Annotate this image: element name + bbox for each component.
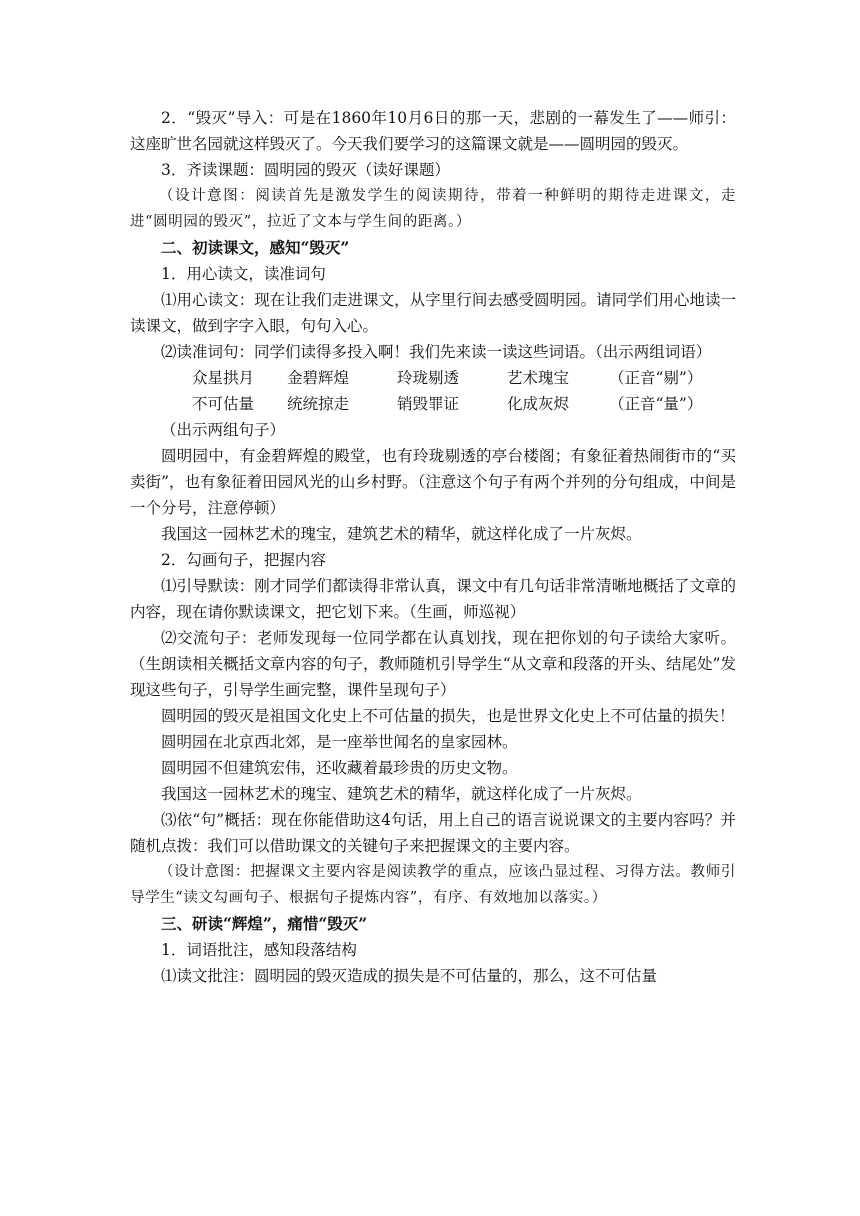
paragraph: 2．“毁灭”导入：可是在1860年10月6日的那一天，悲剧的一幕发生了——师引：这座旷世名园就这样毁灭了。今天我们要学习的这篇课文就是——圆明园的毁灭。 [130, 109, 736, 153]
word: 众星拱月 [192, 369, 255, 387]
paragraph: 1．用心读文，读准词句 [161, 265, 326, 283]
word-row [130, 391, 736, 417]
design-intent-note: （设计意图：阅读首先是激发学生的阅读期待，带着一种鲜明的期待走进课文，走进“圆明园的毁灭”，拉近了文本与学生间的距离。） [130, 188, 736, 230]
paragraph: ⑴引导默读：刚才同学们都读得非常认真，课文中有几句话非常清晰地概括了文章的内容，现在请你默读课文，把它划下来。（生画，师巡视） [130, 577, 736, 621]
word: 艺术瑰宝 [507, 369, 570, 387]
paragraph: ⑴读文批注：圆明园的毁灭造成的损失是不可估量的，那么，这不可估量 [161, 967, 658, 985]
paragraph: ⑴用心读文：现在让我们走进课文，从字里行间去感受圆明园。请同学们用心地读一读课文，做到字字入眼，句句入心。 [130, 291, 736, 335]
paragraph: 2．勾画句子，把握内容 [161, 551, 326, 569]
pronunciation-note: （正音“剔”） [609, 369, 703, 387]
section-heading: 三、研读“辉煌”，痛惜“毁灭” [161, 914, 368, 933]
word: 化成灰烬 [507, 395, 570, 413]
paragraph: 1．词语批注，感知段落结构 [161, 941, 357, 959]
word: 金碧辉煌 [287, 369, 350, 387]
word: 销毁罪证 [397, 395, 460, 413]
paragraph: 3．齐读课题：圆明园的毁灭（读好课题） [161, 161, 450, 179]
paragraph: ⑶依“句”概括：现在你能借助这4句话，用上自己的语言说说课文的主要内容吗？并随机点拨：我们可以借助课文的关键句子来把握课文的主要内容。 [130, 811, 736, 855]
paragraph: （出示两组句子） [161, 421, 286, 439]
word: 玲珑剔透 [397, 369, 460, 387]
key-sentence: 圆明园不但建筑宏伟，还收藏着最珍贵的历史文物。 [161, 759, 518, 777]
key-sentence: 圆明园的毁灭是祖国文化史上不可估量的损失，也是世界文化史上不可估量的损失！ [161, 707, 735, 725]
paragraph: ⑵交流句子：老师发现每一位同学都在认真划找，现在把你划的句子读给大家听。（生朗读相关概括文章内容的句子，教师随机引导学生“从文章和段落的开头、结尾处”发现这些句子，引导学生画完整，课件呈现句子） [130, 629, 736, 699]
pronunciation-note: （正音“量”） [609, 395, 703, 413]
word: 不可估量 [192, 395, 255, 413]
paragraph: ⑵读准词句：同学们读得多投入啊！我们先来读一读这些词语。（出示两组词语） [161, 343, 712, 361]
paragraph: 圆明园中，有金碧辉煌的殿堂，也有玲珑剔透的亭台楼阁；有象征着热闹街市的“买卖街”，也有象征着田园风光的山乡村野。（注意这个句子有两个并列的分句组成，中间是一个分号，注意停顿） [130, 447, 736, 517]
design-intent-note: （设计意图：把握课文主要内容是阅读教学的重点，应该凸显过程、习得方法。教师引导学生“读文勾画句子、根据句子提炼内容”，有序、有效地加以落实。） [130, 864, 736, 906]
word: 统统掠走 [287, 395, 350, 413]
paragraph: 我国这一园林艺术的瑰宝，建筑艺术的精华，就这样化成了一片灰烬。 [161, 525, 642, 543]
key-sentence: 我国这一园林艺术的瑰宝、建筑艺术的精华，就这样化成了一片灰烬。 [161, 785, 642, 803]
key-sentence: 圆明园在北京西北郊，是一座举世闻名的皇家园林。 [161, 733, 518, 751]
word-row [130, 365, 736, 391]
section-heading: 二、初读课文，感知“毁灭” [161, 238, 350, 257]
